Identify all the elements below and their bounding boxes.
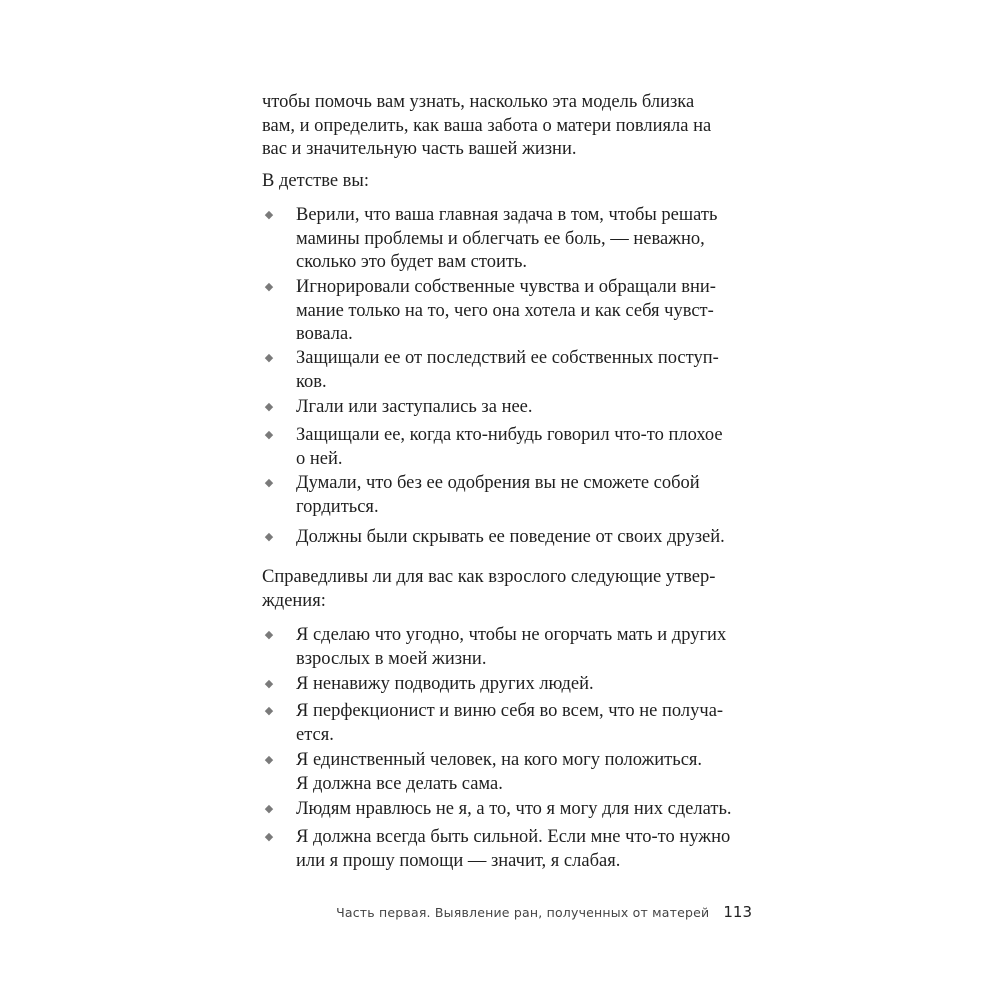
page-number: 113 — [723, 903, 752, 921]
adult-heading — [262, 566, 750, 613]
diamond-bullet-icon: ◆ — [264, 477, 274, 489]
diamond-bullet-icon: ◆ — [264, 531, 274, 543]
list-item-line: мамины проблемы и облегчать ее боль, — неважно, — [296, 228, 705, 249]
childhood-heading-text: В детстве вы: — [262, 171, 369, 191]
adult-heading-line: ждения: — [262, 590, 326, 611]
diamond-bullet-icon: ◆ — [264, 401, 274, 413]
adult-heading-line: Справедливы ли для вас как взрослого следующие утвер- — [262, 567, 716, 587]
list-item-line: Должны были скрывать ее поведение от своих друзей. — [296, 527, 725, 547]
diamond-bullet-icon: ◆ — [264, 209, 274, 221]
diamond-bullet-icon: ◆ — [264, 429, 274, 441]
diamond-bullet-icon: ◆ — [264, 629, 274, 641]
list-item-line: Защищали ее, когда кто-нибудь говорил что-то плохое — [296, 425, 723, 445]
diamond-bullet-icon: ◆ — [264, 754, 274, 766]
list-item-line: взрослых в моей жизни. — [296, 648, 487, 669]
list-item-line: Я перфекционист и виню себя во всем, что не получа- — [296, 701, 724, 721]
list-item-line: Верили, что ваша главная задача в том, чтобы решать — [296, 205, 718, 225]
list-item-line: Я единственный человек, на кого могу положиться. — [296, 750, 703, 770]
list-item-line: ков. — [296, 371, 327, 392]
list-item-line: мание только на то, чего она хотела и как себя чувст- — [296, 300, 714, 321]
list-item-line: ется. — [296, 724, 334, 745]
list-item-line: Людям нравлюсь не я, а то, что я могу для них сделать. — [296, 799, 732, 819]
list-item-line: Я ненавижу подводить других людей. — [296, 674, 594, 694]
list-item-line: Я сделаю что угодно, чтобы не огорчать мать и других — [296, 625, 727, 645]
diamond-bullet-icon: ◆ — [264, 281, 274, 293]
intro-line: вас и значительную часть вашей жизни. — [262, 139, 577, 159]
list-item-line: Лгали или заступались за нее. — [296, 397, 533, 417]
intro-line: вам, и определить, как ваша забота о матери повлияла на — [262, 115, 712, 136]
diamond-bullet-icon: ◆ — [264, 678, 274, 690]
diamond-bullet-icon: ◆ — [264, 803, 274, 815]
diamond-bullet-icon: ◆ — [264, 705, 274, 717]
list-item-line: Я должна всегда быть сильной. Если мне что-то нужно — [296, 827, 731, 847]
list-item-line: вовала. — [296, 324, 353, 344]
list-item-line: или я прошу помощи — значит, я слабая. — [296, 850, 621, 871]
list-item-line: Защищали ее от последствий ее собственных поступ- — [296, 348, 719, 368]
list-item-line: Я должна все делать сама. — [296, 773, 503, 794]
diamond-bullet-icon: ◆ — [264, 831, 274, 843]
running-head: Часть первая. Выявление ран, полученных от матерей — [336, 905, 710, 920]
childhood-heading — [262, 170, 750, 194]
page-footer — [300, 902, 752, 921]
list-item-line: гордиться. — [296, 496, 379, 517]
list-item-line: сколько это будет вам стоить. — [296, 252, 528, 272]
intro-line: чтобы помочь вам узнать, насколько эта модель близка — [262, 92, 695, 112]
list-item-line: о ней. — [296, 448, 343, 469]
intro-paragraph — [262, 91, 750, 162]
list-item-line: Думали, что без ее одобрения вы не сможете собой — [296, 473, 700, 493]
list-item-line: Игнорировали собственные чувства и обращали вни- — [296, 277, 716, 297]
diamond-bullet-icon: ◆ — [264, 352, 274, 364]
